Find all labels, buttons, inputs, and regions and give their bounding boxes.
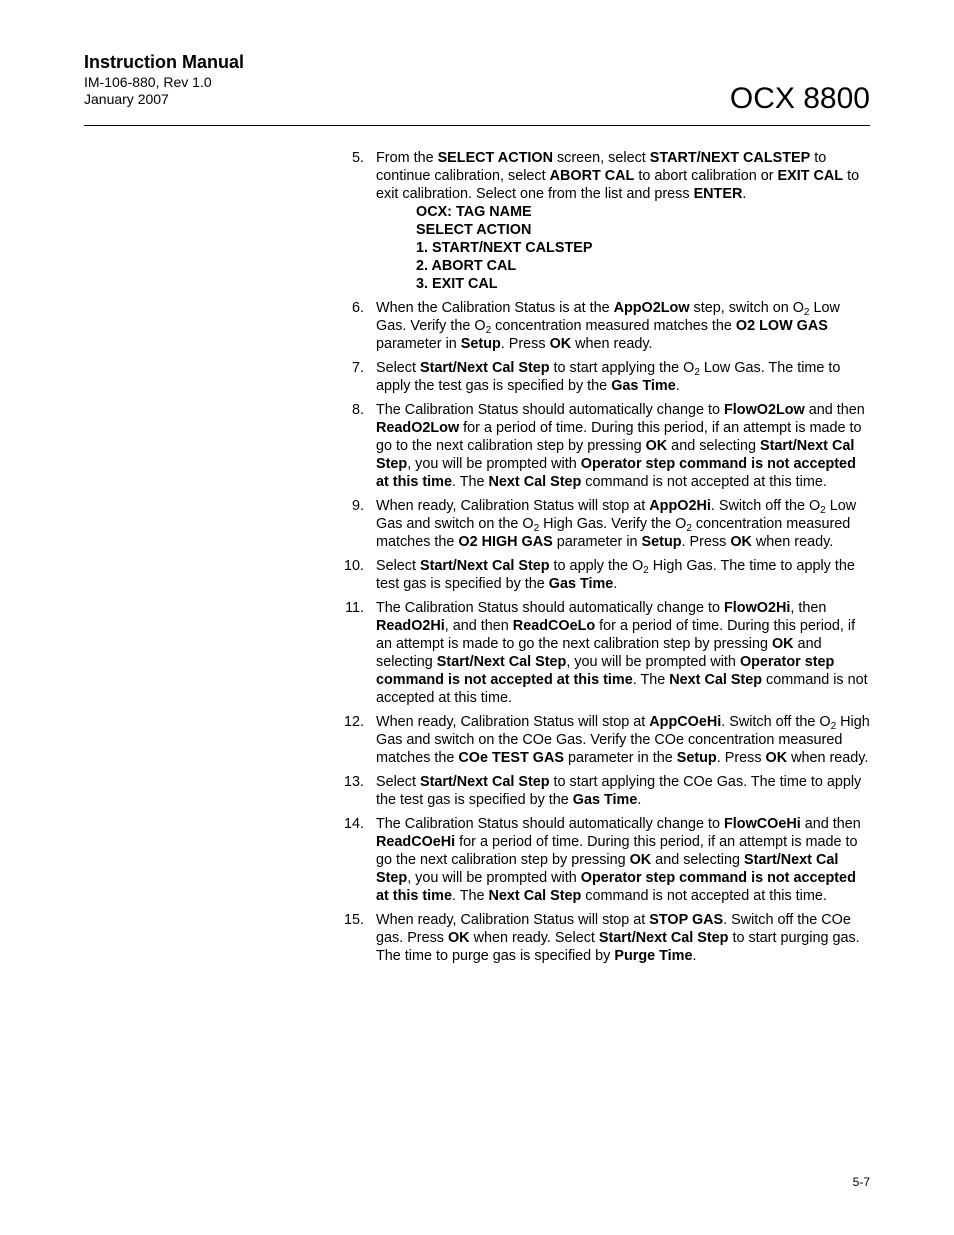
subscript: 2 bbox=[803, 307, 810, 318]
bold-term: ReadCOeHi bbox=[376, 834, 456, 850]
text-run: High Gas and switch on the COe Gas. Verify the COe concentration measured matches the bbox=[376, 714, 870, 766]
bold-term: Next Cal Step bbox=[669, 672, 763, 688]
bold-term: AppO2Low bbox=[613, 300, 690, 316]
bold-term: EXIT CAL bbox=[777, 168, 844, 184]
text-run: , you will be prompted with bbox=[407, 456, 581, 472]
step-text bbox=[376, 299, 870, 353]
step-text bbox=[376, 557, 870, 593]
text-run: screen, select bbox=[552, 150, 650, 166]
text-run: for a period of time. During this period, if an attempt is made to go the next calibration step by pressing bbox=[376, 834, 858, 868]
text-run: , and then bbox=[444, 618, 513, 634]
bold-term: STOP GAS bbox=[649, 912, 724, 928]
step-text bbox=[376, 149, 870, 293]
subscript: 2 bbox=[533, 523, 540, 534]
procedure-step bbox=[340, 149, 870, 293]
text-run: step, switch on O bbox=[689, 300, 804, 316]
text-run: concentration measured matches the bbox=[376, 516, 851, 550]
step-text bbox=[376, 599, 870, 707]
text-run: when ready. bbox=[787, 750, 869, 766]
procedure-step bbox=[340, 713, 870, 767]
menu-line: 3. EXIT CAL bbox=[416, 276, 498, 292]
bold-term: FlowCOeHi bbox=[723, 816, 801, 832]
step-number: 10. bbox=[343, 558, 364, 574]
bold-term: OK bbox=[447, 930, 470, 946]
text-run: , you will be prompted with bbox=[566, 654, 740, 670]
subscript: 2 bbox=[820, 505, 826, 516]
procedure-step bbox=[340, 497, 870, 551]
step-text bbox=[376, 713, 870, 767]
procedure-step bbox=[340, 911, 870, 965]
text-run: Select bbox=[376, 558, 420, 574]
bold-term: O2 LOW GAS bbox=[735, 318, 828, 334]
step-text bbox=[376, 497, 870, 551]
bold-term: Start/Next Cal Step bbox=[420, 360, 550, 376]
step-text bbox=[376, 773, 870, 809]
text-run: to continue calibration, select bbox=[376, 150, 827, 184]
text-run: concentration measured matches the bbox=[491, 318, 736, 334]
bold-term: ReadO2Hi bbox=[376, 618, 445, 634]
procedure-step bbox=[340, 299, 870, 353]
step-number: 14. bbox=[343, 816, 364, 832]
text-run: and selecting bbox=[376, 636, 822, 670]
text-run: to abort calibration or bbox=[634, 168, 778, 184]
bold-term: COe TEST GAS bbox=[458, 750, 564, 766]
bold-term: ENTER bbox=[693, 186, 743, 202]
text-run: Low Gas. Verify the O bbox=[376, 300, 840, 334]
step-number: 8. bbox=[351, 402, 364, 418]
text-run: . bbox=[675, 378, 680, 394]
procedure-step bbox=[340, 773, 870, 809]
text-run: and then bbox=[804, 402, 865, 418]
bold-term: ABORT CAL bbox=[549, 168, 635, 184]
procedure-step bbox=[340, 401, 870, 491]
bold-term: Start/Next Cal Step bbox=[420, 774, 550, 790]
subscript: 2 bbox=[686, 523, 692, 534]
text-run: . bbox=[692, 948, 697, 964]
bold-term: Setup bbox=[460, 336, 501, 352]
subscript: 2 bbox=[485, 325, 492, 336]
text-run: Low Gas and switch on the O bbox=[376, 498, 857, 532]
bold-term: ReadO2Low bbox=[376, 420, 460, 436]
bold-term: OK bbox=[645, 438, 668, 454]
text-run: . The bbox=[632, 672, 670, 688]
text-run: From the bbox=[376, 150, 438, 166]
step-number: 9. bbox=[351, 498, 364, 514]
bold-term: Gas Time bbox=[572, 792, 638, 808]
doc-date: January 2007 bbox=[84, 91, 169, 107]
header-divider bbox=[84, 125, 870, 126]
step-number: 5. bbox=[351, 150, 364, 166]
product-name: OCX 8800 bbox=[729, 82, 870, 115]
doc-number: IM-106-880, Rev 1.0 bbox=[84, 74, 212, 90]
text-run: The Calibration Status should automatically change to bbox=[376, 402, 724, 418]
menu-line: SELECT ACTION bbox=[416, 222, 532, 238]
step-text bbox=[376, 815, 870, 905]
bold-term: Start/Next Cal Step bbox=[598, 930, 729, 946]
text-run: . bbox=[613, 576, 618, 592]
text-run: , you will be prompted with bbox=[407, 870, 581, 886]
bold-term: Start/Next Cal Step bbox=[376, 438, 855, 472]
text-run: Select bbox=[376, 774, 420, 790]
text-run: The Calibration Status should automatically change to bbox=[376, 600, 724, 616]
bold-term: Next Cal Step bbox=[488, 474, 582, 490]
manual-title: Instruction Manual bbox=[84, 52, 245, 72]
bold-term: ReadCOeLo bbox=[512, 618, 596, 634]
text-run: to start purging gas. The time to purge gas is specified by bbox=[376, 930, 860, 964]
menu-line: OCX: TAG NAME bbox=[416, 204, 532, 220]
step-number: 15. bbox=[343, 912, 364, 928]
step-number: 12. bbox=[343, 714, 364, 730]
screen-menu bbox=[416, 203, 870, 293]
bold-term: Operator step command is not accepted at this time bbox=[376, 654, 835, 688]
bold-term: FlowO2Low bbox=[723, 402, 805, 418]
text-run: parameter in the bbox=[563, 750, 677, 766]
text-run: . Switch off the O bbox=[710, 498, 821, 514]
bold-term: Next Cal Step bbox=[488, 888, 582, 904]
text-run: command is not accepted at this time. bbox=[581, 888, 827, 904]
text-run: . bbox=[637, 792, 642, 808]
text-run: When ready, Calibration Status will stop at bbox=[376, 498, 650, 514]
text-run: . bbox=[742, 186, 747, 202]
bold-term: Operator step command is not accepted at this time bbox=[376, 870, 856, 904]
menu-line: 1. START/NEXT CALSTEP bbox=[416, 240, 593, 256]
text-run: when ready. Select bbox=[469, 930, 599, 946]
bold-term: Gas Time bbox=[611, 378, 676, 394]
bold-term: Purge Time bbox=[614, 948, 693, 964]
text-run: command is not accepted at this time. bbox=[581, 474, 827, 490]
step-number: 13. bbox=[343, 774, 364, 790]
bold-term: Start/Next Cal Step bbox=[376, 852, 839, 886]
procedure-steps bbox=[340, 149, 870, 971]
doc-info bbox=[84, 74, 212, 108]
step-text bbox=[376, 911, 870, 965]
text-run: to start applying the O bbox=[549, 360, 695, 376]
bold-term: Gas Time bbox=[548, 576, 614, 592]
text-run: and selecting bbox=[651, 852, 744, 868]
text-run: The Calibration Status should automatically change to bbox=[376, 816, 724, 832]
step-text bbox=[376, 359, 870, 395]
bold-term: Setup bbox=[676, 750, 717, 766]
text-run: When ready, Calibration Status will stop at bbox=[376, 714, 650, 730]
subscript: 2 bbox=[643, 565, 649, 576]
menu-line: 2. ABORT CAL bbox=[416, 258, 517, 274]
text-run: . Press bbox=[681, 534, 731, 550]
bold-term: Operator step command is not accepted at this time bbox=[376, 456, 856, 490]
text-run: when ready. bbox=[571, 336, 653, 352]
bold-term: Start/Next Cal Step bbox=[420, 558, 550, 574]
bold-term: OK bbox=[771, 636, 794, 652]
text-run: . Switch off the O bbox=[721, 714, 831, 730]
step-number: 7. bbox=[351, 360, 364, 376]
procedure-step bbox=[340, 599, 870, 707]
bold-term: AppCOeHi bbox=[649, 714, 722, 730]
step-number: 11. bbox=[345, 600, 364, 616]
text-run: command is not accepted at this time. bbox=[376, 672, 868, 706]
text-run: When the Calibration Status is at the bbox=[376, 300, 614, 316]
text-run: . The bbox=[451, 888, 489, 904]
bold-term: SELECT ACTION bbox=[437, 150, 553, 166]
text-run: . The bbox=[451, 474, 489, 490]
bold-term: OK bbox=[549, 336, 572, 352]
bold-term: START/NEXT CALSTEP bbox=[649, 150, 811, 166]
bold-term: Start/Next Cal Step bbox=[436, 654, 567, 670]
text-run: when ready. bbox=[751, 534, 834, 550]
text-run: parameter in bbox=[376, 336, 461, 352]
text-run: parameter in bbox=[552, 534, 642, 550]
procedure-step bbox=[340, 359, 870, 395]
bold-term: OK bbox=[765, 750, 788, 766]
bold-term: Setup bbox=[641, 534, 682, 550]
step-number: 6. bbox=[351, 300, 364, 316]
procedure-step bbox=[340, 557, 870, 593]
text-run: for a period of time. During this period, if an attempt is made to go to the next calibration step by pressing bbox=[376, 420, 862, 454]
text-run: When ready, Calibration Status will stop at bbox=[376, 912, 650, 928]
subscript: 2 bbox=[830, 721, 837, 732]
text-run: to start applying the COe Gas. The time to apply the test gas is specified by the bbox=[376, 774, 862, 808]
text-run: and selecting bbox=[667, 438, 760, 454]
text-run: . Press bbox=[500, 336, 550, 352]
text-run: High Gas. Verify the O bbox=[539, 516, 687, 532]
bold-term: FlowO2Hi bbox=[723, 600, 791, 616]
page-number: 5-7 bbox=[852, 1175, 870, 1189]
procedure-step bbox=[340, 815, 870, 905]
text-run: Select bbox=[376, 360, 420, 376]
text-run: , then bbox=[790, 600, 827, 616]
text-run: for a period of time. During this period, if an attempt is made to go the next calibration step by pressing bbox=[376, 618, 856, 652]
bold-term: O2 HIGH GAS bbox=[458, 534, 553, 550]
subscript: 2 bbox=[694, 367, 700, 378]
text-run: to apply the O bbox=[549, 558, 644, 574]
step-text bbox=[376, 401, 870, 491]
text-run: High Gas. The time to apply the test gas is specified by the bbox=[376, 558, 855, 592]
text-run: Low Gas. The time to apply the test gas is specified by the bbox=[376, 360, 841, 394]
bold-term: AppO2Hi bbox=[649, 498, 711, 514]
bold-term: OK bbox=[730, 534, 752, 550]
text-run: and then bbox=[800, 816, 861, 832]
text-run: . Press bbox=[716, 750, 766, 766]
text-run: to exit calibration. Select one from the list and press bbox=[376, 168, 860, 202]
bold-term: OK bbox=[629, 852, 652, 868]
text-run: . Switch off the COe gas. Press bbox=[376, 912, 851, 946]
